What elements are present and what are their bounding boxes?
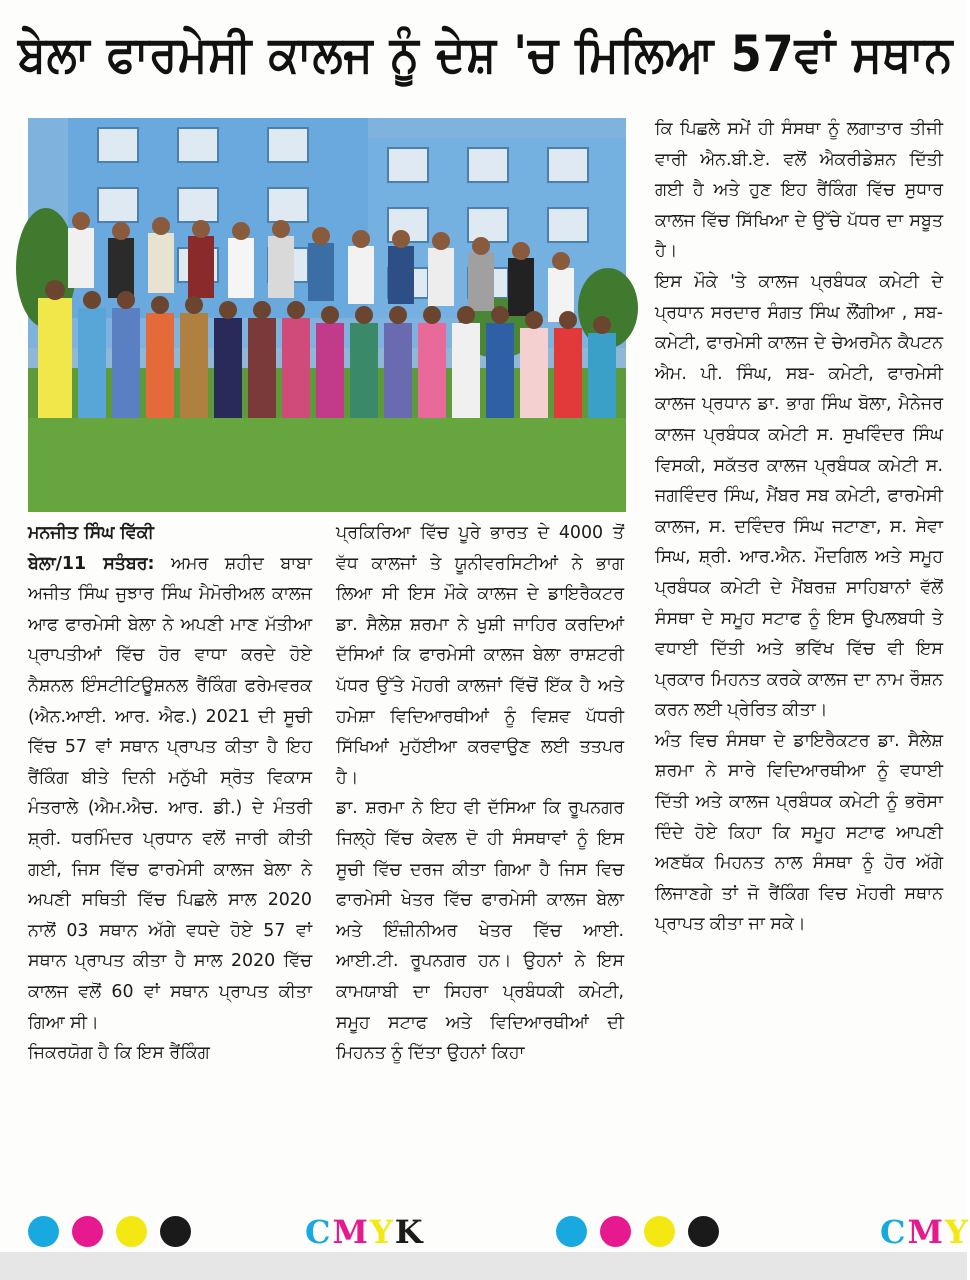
cmyk-letter-m: M xyxy=(907,1213,945,1251)
byline: ਮਨਜੀਤ ਸਿੰਘ ਵਿੱਕੀ xyxy=(28,523,154,543)
cmyk-letter-k: K xyxy=(394,1213,425,1251)
yellow-dot-icon xyxy=(116,1216,147,1247)
cmyk-label xyxy=(305,1212,425,1252)
cmyk-registration-bar xyxy=(0,1208,970,1252)
cmyk-letter-y: Y xyxy=(944,1213,970,1251)
cmyk-letter-y: Y xyxy=(369,1213,395,1251)
cmyk-letter-m: M xyxy=(332,1213,370,1251)
headline: ਬੇਲਾ ਫਾਰਮੇਸੀ ਕਾਲਜ ਨੂੰ ਦੇਸ਼ 'ਚ ਮਿਲਿਆ 57ਵਾਂ ਸਥਾਨ xyxy=(18,25,954,83)
article-text: ਅਮਰ ਸ਼ਹੀਦ ਬਾਬਾ ਅਜੀਤ ਸਿੰਘ ਜੁਝਾਰ ਸਿੰਘ ਮੈਮੋਰੀਅਲ ਕਾਲਜ ਆਫ ਫਾਰਮੇਸੀ ਬੇਲਾ ਨੇ ਅਪਣੀ ਮਾਣ ਮੱਤੀਆ ਪ੍ਰਾਪਤੀਆਂ ਵਿੱਚ ਹੋਰ ਵਾਧਾ ਕਰਦੇ ਹੋਏ ਨੈਸ਼ਨਲ ਇੰਸਟੀਟਿਊਸ਼ਨਲ ਰੈਂਕਿੰਗ ਫਰੇਮਵਰਕ (ਐਨ.ਆਈ. ਆਰ. ਐਫ.) 2021 ਦੀ ਸੂਚੀ ਵਿੱਚ 57 ਵਾਂ ਸਥਾਨ ਪ੍ਰਾਪਤ ਕੀਤਾ ਹੈ ਇਹ ਰੈਂਕਿੰਗ ਬੀਤੇ ਦਿਨੀ ਮਨੁੱਖੀ ਸ੍ਰੋਤ ਵਿਕਾਸ ਮੰਤਰਾਲੇ (ਐਮ.ਐਚ. ਆਰ. ਡੀ.) ਦੇ ਮੰਤਰੀ ਸ਼੍ਰੀ. ਧਰਮਿੰਦਰ ਪ੍ਰਧਾਨ ਵਲੋਂ ਜਾਰੀ ਕੀਤੀ ਗਈ, ਜਿਸ ਵਿੱਚ ਫਾਰਮੇਸੀ ਕਾਲਜ ਬੇਲਾ ਨੇ ਅਪਣੀ ਸਥਿਤੀ ਵਿੱਚ ਪਿਛਲੇ ਸਾਲ 2020 ਨਾਲੋਂ 03 ਸਥਾਨ ਅੱਗੇ ਵਧਦੇ ਹੋਏ 57 ਵਾਂ ਸਥਾਨ ਪ੍ਰਾਪਤ ਕੀਤਾ ਹੈ ਸਾਲ 2020 ਵਿੱਚ ਕਾਲਜ ਵਲੋਂ 60 ਵਾਂ ਸਥਾਨ ਪ੍ਰਾਪਤ ਕੀਤਾ ਗਿਆ ਸੀ। xyxy=(28,553,312,1033)
cmyk-label-right xyxy=(880,1212,970,1252)
cmyk-letter-c: C xyxy=(305,1213,333,1251)
article-column-1 xyxy=(28,518,312,1069)
article-paragraph: ਇਸ ਮੌਕੇ 'ਤੇ ਕਾਲਜ ਪ੍ਰਬੰਧਕ ਕਮੇਟੀ ਦੇ ਪ੍ਰਧਾਨ ਸਰਦਾਰ ਸੰਗਤ ਸਿੰਘ ਲੌਂਗੀਆ , ਸਬ- ਕਮੇਟੀ, ਫਾਰਮੇਸੀ ਕਾਲਜ ਦੇ ਚੇਅਰਮੈਨ ਕੈਪਟਨ ਐਮ. ਪੀ. ਸਿੰਘ, ਸਬ- ਕਮੇਟੀ, ਫਾਰਮੇਸੀ ਕਾਲਜ ਪ੍ਰਧਾਨ ਡਾ. ਭਾਗ ਸਿੰਘ ਬੋਲਾ, ਮੈਨੇਜਰ ਕਾਲਜ ਪ੍ਰਬੰਧਕ ਕਮੇਟੀ ਸ. ਸੁਖਵਿੰਦਰ ਸਿੰਘ ਵਿਸਕੀ, ਸਕੱਤਰ ਕਾਲਜ ਪ੍ਰਬੰਧਕ ਕਮੇਟੀ ਸ. ਜਗਵਿੰਦਰ ਸਿੰਘ, ਮੈਂਬਰ ਸਬ ਕਮੇਟੀ, ਫਾਰਮੇਸੀ ਕਾਲਜ, ਸ. ਦਵਿੰਦਰ ਸਿੰਘ ਜਟਾਣਾ, ਸ. ਸੇਵਾ ਸਿਘ, ਸ਼੍ਰੀ. ਆਰ.ਐਨ. ਮੌਦਗਿਲ ਅਤੇ ਸਮੂਹ ਪ੍ਰਬੰਧਕ ਕਮੇਟੀ ਦੇ ਮੈਂਬਰਜ਼ ਸਾਹਿਬਾਨਾਂ ਵੱਲੋਂ ਸੰਸਥਾ ਦੇ ਸਮੂਹ ਸਟਾਫ ਨੂੰ ਇਸ ਉਪਲਬਧੀ ਤੇ ਵਧਾਈ ਦਿੱਤੀ ਅਤੇ ਭਵਿੱਖ ਵਿੱਚ ਵੀ ਇਸ ਪ੍ਰਕਾਰ ਮਿਹਨਤ ਕਰਕੇ ਕਾਲਜ ਦਾ ਨਾਮ ਰੌਸ਼ਨ ਕਰਨ ਲਈ ਪ੍ਰੇਰਿਤ ਕੀਤਾ। xyxy=(655,271,943,721)
article-paragraph: ਪ੍ਰਕਿਰਿਆ ਵਿੱਚ ਪੂਰੇ ਭਾਰਤ ਦੇ 4000 ਤੋਂ ਵੱਧ ਕਾਲਜਾਂ ਤੇ ਯੂਨੀਵਰਸਿਟੀਆਂ ਨੇ ਭਾਗ ਲਿਆ ਸੀ ਇਸ ਮੌਕੇ ਕਾਲਜ ਦੇ ਡਾਇਰੈਕਟਰ ਡਾ. ਸੈਲੇਸ਼ ਸ਼ਰਮਾ ਨੇ ਖੁਸ਼ੀ ਜਾਹਿਰ ਕਰਦਿਆਂ ਦੱਸਿਆਂ ਕਿ ਫਾਰਮੇਸੀ ਕਾਲਜ ਬੇਲਾ ਰਾਸ਼ਟਰੀ ਪੱਧਰ ਉੱਤੇ ਮੋਹਰੀ ਕਾਲਜਾਂ ਵਿੱਚੋਂ ਇੱਕ ਹੈ ਅਤੇ ਹਮੇਸ਼ਾ ਵਿਦਿਆਰਥੀਆਂ ਨੂੰ ਵਿਸ਼ਵ ਪੱਧਰੀ ਸਿੱਖਿਆਂ ਮੁਹੱਈਆ ਕਰਵਾਉਣ ਲਈ ਤਤਪਰ ਹੈ। xyxy=(336,523,624,788)
article-paragraph: ਜਿਕਰਯੋਗ ਹੈ ਕਿ ਇਸ ਰੈਂਕਿੰਗ xyxy=(28,1043,210,1064)
article-paragraph: ਕਿ ਪਿਛਲੇ ਸਮੇਂ ਹੀ ਸੰਸਥਾ ਨੂੰ ਲਗਾਤਾਰ ਤੀਜੀ ਵਾਰੀ ਐਨ.ਬੀ.ਏ. ਵਲੋਂ ਐਕਰੀਡੇਸ਼ਨ ਦਿੱਤੀ ਗਈ ਹੈ ਅਤੇ ਹੁਣ ਇਹ ਰੈਂਕਿੰਗ ਵਿੱਚ ਸੁਧਾਰ ਕਾਲਜ ਵਿੱਚ ਸਿੱਖਿਆ ਦੇ ਉੱਚੇ ਪੱਧਰ ਦਾ ਸਬੂਤ ਹੈ। xyxy=(655,119,943,262)
article-paragraph: ਡਾ. ਸ਼ਰਮਾ ਨੇ ਇਹ ਵੀ ਦੱਸਿਆ ਕਿ ਰੂਪਨਗਰ ਜਿਲ੍ਹੇ ਵਿੱਚ ਕੇਵਲ ਦੋ ਹੀ ਸੰਸਥਾਵਾਂ ਨੂੰ ਇਸ ਸੂਚੀ ਵਿੱਚ ਦਰਜ ਕੀਤਾ ਗਿਆ ਹੈ ਜਿਸ ਵਿਚ ਫਾਰਮੇਸੀ ਖੇਤਰ ਵਿੱਚ ਫਾਰਮੇਸੀ ਕਾਲਜ ਬੇਲਾ ਅਤੇ ਇੰਜ਼ੀਨੀਅਰ ਖੇਤਰ ਵਿੱਚ ਆਈ. ਆਈ.ਟੀ. ਰੂਪਨਗਰ ਹਨ। ਉਹਨਾਂ ਨੇ ਇਸ ਕਾਮਯਾਬੀ ਦਾ ਸਿਹਰਾ ਪ੍ਰਬੰਧਕੀ ਕਮੇਟੀ, ਸਮੂਹ ਸਟਾਫ ਅਤੇ ਵਿਦਿਆਰਥੀਆਂ ਦੀ ਮਿਹਨਤ ਨੂੰ ਦਿੱਤਾ ਉਹਨਾਂ ਕਿਹਾ xyxy=(336,798,624,1064)
group-photo xyxy=(28,118,626,512)
yellow-dot-icon xyxy=(644,1216,675,1247)
bottom-margin xyxy=(0,1252,967,1280)
group-photo-icon xyxy=(28,118,626,512)
cyan-dot-icon xyxy=(28,1216,59,1247)
black-dot-icon xyxy=(160,1216,191,1247)
dateline: ਬੇਲਾ/11 ਸਤੰਬਰ: xyxy=(28,553,155,574)
magenta-dot-icon xyxy=(72,1216,103,1247)
article-paragraph: ਅੰਤ ਵਿਚ ਸੰਸਥਾ ਦੇ ਡਾਇਰੈਕਟਰ ਡਾ. ਸੈਲੇਸ਼ ਸ਼ਰਮਾ ਨੇ ਸਾਰੇ ਵਿਦਿਆਰਥੀਆ ਨੂੰ ਵਧਾਈ ਦਿੱਤੀ ਅਤੇ ਕਾਲਜ ਪ੍ਰਬੰਧਕ ਕਮੇਟੀ ਨੂੰ ਭਰੋਸਾ ਦਿੰਦੇ ਹੋਏ ਕਿਹਾ ਕਿ ਸਮੂਹ ਸਟਾਫ ਆਪਣੀ ਅਣਥੱਕ ਮਿਹਨਤ ਨਾਲ ਸੰਸਥਾ ਨੂੰ ਹੋਰ ਅੱਗੇ ਲਿਜਾਣਗੇ ਤਾਂ ਜੋ ਰੈਂਕਿੰਗ ਵਿਚ ਮੋਹਰੀ ਸਥਾਨ ਪ੍ਰਾਪਤ ਕੀਤਾ ਜਾ ਸਕੇ। xyxy=(655,730,943,935)
article-paragraph xyxy=(28,549,312,1039)
cyan-dot-icon xyxy=(556,1216,587,1247)
cmyk-letter-c: C xyxy=(880,1213,908,1251)
black-dot-icon xyxy=(688,1216,719,1247)
article-column-3 xyxy=(655,114,943,940)
magenta-dot-icon xyxy=(600,1216,631,1247)
article-column-2 xyxy=(336,518,624,1069)
